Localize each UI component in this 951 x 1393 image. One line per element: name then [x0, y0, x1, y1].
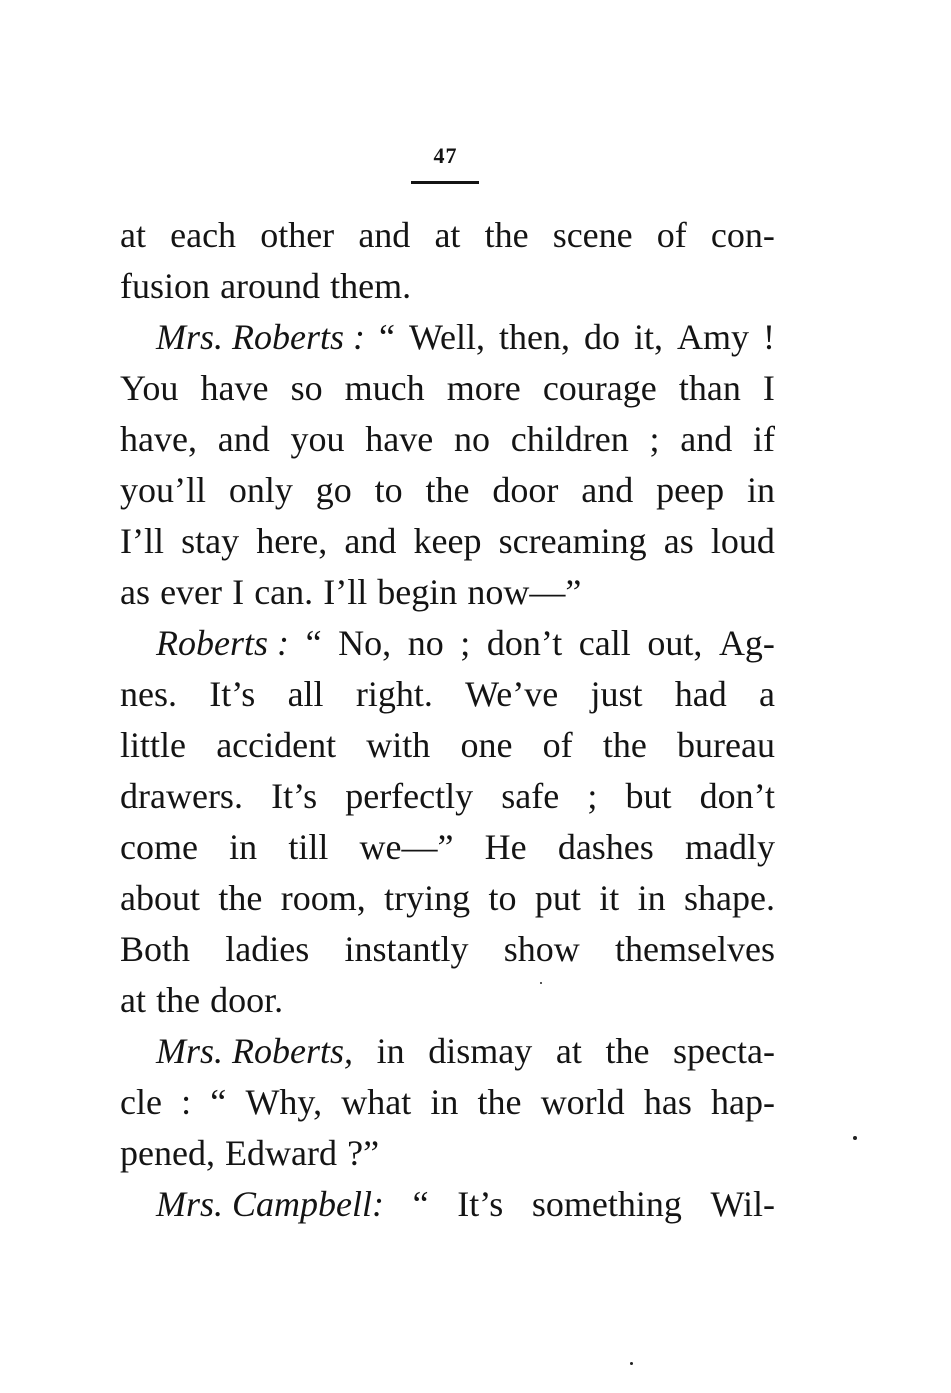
word: just [590, 674, 643, 714]
word: the [484, 215, 529, 255]
word: have, [120, 419, 197, 459]
word: much [344, 368, 425, 408]
word: loud [710, 521, 775, 561]
body-text [120, 210, 775, 1230]
word: nes. [120, 674, 177, 714]
word: them. [330, 266, 412, 306]
word: It’s [271, 776, 318, 816]
text-line [120, 618, 775, 669]
speaker-name: Mrs. Roberts : [156, 317, 365, 357]
word: than [678, 368, 741, 408]
word: Amy [676, 317, 749, 357]
word: I’ll [323, 572, 368, 612]
word: then, [499, 317, 570, 357]
word: at [555, 1031, 582, 1071]
word: around [220, 266, 321, 306]
word: it, [633, 317, 663, 357]
word: Wil- [710, 1184, 775, 1224]
word: perfectly [345, 776, 474, 816]
word: themselves [615, 929, 775, 969]
header-rule [411, 181, 479, 184]
word: so [290, 368, 323, 408]
word: the [156, 980, 201, 1020]
word: right. [355, 674, 433, 714]
word: the [425, 470, 470, 510]
word: about [120, 878, 200, 918]
text-line [120, 669, 775, 720]
word: Why, [245, 1082, 323, 1122]
word: put [534, 878, 581, 918]
word: and [217, 419, 270, 459]
text-line [120, 516, 775, 567]
word: ; [587, 776, 598, 816]
word: ?” [347, 1133, 380, 1173]
word: children [510, 419, 629, 459]
word: to [488, 878, 517, 918]
word: of [656, 215, 687, 255]
text-line [120, 1077, 775, 1128]
word: in [637, 878, 666, 918]
word: and [581, 470, 634, 510]
word: no [453, 419, 490, 459]
word: no [407, 623, 444, 663]
word: don’t [699, 776, 775, 816]
word: : [181, 1082, 192, 1122]
word: scene [552, 215, 633, 255]
print-speck [853, 1136, 857, 1140]
word: have [200, 368, 269, 408]
word: It’s [209, 674, 256, 714]
word: only [228, 470, 293, 510]
word: more [446, 368, 521, 408]
word: It’s [457, 1184, 504, 1224]
text-line [120, 822, 775, 873]
word: and [344, 521, 397, 561]
word: cle [120, 1082, 162, 1122]
print-speck [540, 982, 542, 984]
text-line [120, 465, 775, 516]
text-line [120, 312, 775, 363]
word: Both [120, 929, 191, 969]
word: to [374, 470, 403, 510]
word: “ [305, 623, 322, 663]
text-line [120, 567, 775, 618]
word: He [484, 827, 527, 867]
text-line [120, 975, 775, 1026]
word: in [376, 1031, 405, 1071]
word: bureau [677, 725, 775, 765]
word: don’t [486, 623, 563, 663]
word: other [260, 215, 335, 255]
word: drawers. [120, 776, 243, 816]
word: each [170, 215, 237, 255]
word: door [492, 470, 559, 510]
word: accident [216, 725, 337, 765]
word: keep [413, 521, 482, 561]
word: at [120, 215, 146, 255]
word: in [430, 1082, 459, 1122]
word: had [674, 674, 727, 714]
word: little [120, 725, 186, 765]
word: have [365, 419, 434, 459]
word: do [583, 317, 620, 357]
word: You [120, 368, 179, 408]
text-line [120, 261, 775, 312]
word: all [287, 674, 324, 714]
word: hap- [711, 1082, 775, 1122]
word: pened, [120, 1133, 215, 1173]
text-line [120, 414, 775, 465]
word: has [643, 1082, 692, 1122]
speaker-name: Roberts : [156, 623, 289, 663]
word: ladies [225, 929, 310, 969]
word: peep [656, 470, 725, 510]
text-line [120, 873, 775, 924]
word: in [746, 470, 775, 510]
print-speck [630, 1362, 633, 1365]
word: you [290, 419, 345, 459]
word: out, [647, 623, 703, 663]
word: dismay [428, 1031, 533, 1071]
word: in [229, 827, 258, 867]
word: and [358, 215, 411, 255]
word: you’ll [120, 470, 206, 510]
word: madly [684, 827, 775, 867]
word: a [759, 674, 775, 714]
word: ; [649, 419, 660, 459]
text-line [120, 1179, 775, 1230]
word: I [232, 572, 245, 612]
word: the [218, 878, 263, 918]
word: ever [160, 572, 223, 612]
word: Well, [408, 317, 486, 357]
word: one [460, 725, 513, 765]
word: safe [501, 776, 560, 816]
word: call [578, 623, 631, 663]
word: We’ve [465, 674, 559, 714]
word: trying [384, 878, 471, 918]
word: till [288, 827, 329, 867]
text-line [120, 771, 775, 822]
word: come [120, 827, 198, 867]
word: of [542, 725, 573, 765]
word: now—” [467, 572, 582, 612]
word: ; [460, 623, 471, 663]
word: fusion [120, 266, 210, 306]
word: door. [210, 980, 284, 1020]
word: show [503, 929, 580, 969]
word: begin [377, 572, 458, 612]
word: ! [762, 317, 775, 357]
word: “ [378, 317, 395, 357]
page-number: 47 [433, 143, 458, 168]
word: I’ll [120, 521, 164, 561]
word: the [477, 1082, 522, 1122]
text-line [120, 720, 775, 771]
text-line [120, 1128, 775, 1179]
word: specta- [673, 1031, 775, 1071]
word: the [602, 725, 647, 765]
word: but [625, 776, 672, 816]
word: it [599, 878, 620, 918]
word: con- [710, 215, 775, 255]
word: stay [181, 521, 240, 561]
text-line [120, 1026, 775, 1077]
word: go [315, 470, 352, 510]
word: Ag- [718, 623, 775, 663]
word: what [341, 1082, 412, 1122]
word: instantly [344, 929, 469, 969]
word: the [605, 1031, 650, 1071]
word: world [540, 1082, 625, 1122]
word: “ [210, 1082, 227, 1122]
word: we—” [359, 827, 454, 867]
word: screaming [498, 521, 647, 561]
text-line [120, 210, 775, 261]
speaker-name: Mrs. Campbell: [156, 1184, 384, 1224]
word: and [680, 419, 733, 459]
word: courage [542, 368, 657, 408]
word: as [120, 572, 150, 612]
word: I [762, 368, 775, 408]
word: at [434, 215, 461, 255]
word: shape. [684, 878, 775, 918]
word: as [663, 521, 694, 561]
text-line [120, 924, 775, 975]
word: with [366, 725, 431, 765]
word: something [531, 1184, 682, 1224]
word: dashes [557, 827, 654, 867]
word: No, [338, 623, 392, 663]
word: room, [280, 878, 366, 918]
word: “ [412, 1184, 429, 1224]
word: can. [254, 572, 314, 612]
word: Edward [225, 1133, 338, 1173]
text-line [120, 363, 775, 414]
word: at [120, 980, 146, 1020]
speaker-name: Mrs. Roberts, [156, 1031, 353, 1071]
word: here, [256, 521, 328, 561]
word: if [753, 419, 775, 459]
